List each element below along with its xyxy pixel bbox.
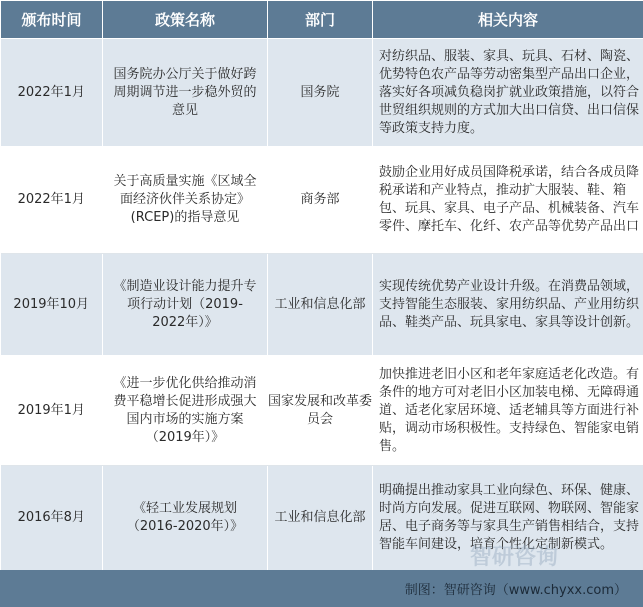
cell-policy-name: 《进一步优化供给推动消费平稳增长促进形成强大国内市场的实施方案（2019年）》 — [103, 356, 268, 466]
cell-date: 2016年8月 — [1, 466, 103, 571]
cell-policy-name: 国务院办公厅关于做好跨周期调节进一步稳外贸的意见 — [103, 39, 268, 147]
cell-department: 国务院 — [268, 39, 373, 147]
cell-content: 对纺织品、服装、家具、玩具、石材、陶瓷、优势特色农产品等劳动密集型产品出口企业，落实好各项减负稳岗扩就业政策措施，以符合世贸组织规则的方式加大出口信贷、出口信保等政策支持力度。 — [373, 39, 643, 147]
cell-department: 工业和信息化部 — [268, 254, 373, 356]
cell-policy-name: 《轻工业发展规划（2016-2020年）》 — [103, 466, 268, 571]
cell-date: 2019年10月 — [1, 254, 103, 356]
table-header-row — [1, 1, 643, 39]
cell-department: 工业和信息化部 — [268, 466, 373, 571]
footer-bar — [0, 570, 643, 607]
header-date: 颁布时间 — [1, 1, 103, 39]
header-content: 相关内容 — [373, 1, 643, 39]
cell-department: 商务部 — [268, 147, 373, 254]
cell-date: 2022年1月 — [1, 147, 103, 254]
cell-content: 明确提出推动家具工业向绿色、环保、健康、时尚方向发展。促进互联网、物联网、智能家居、电子商务等与家具生产销售相结合，支持智能车间建设，培育个性化定制新模式。 — [373, 466, 643, 571]
source-credit: 制图：智研咨询（www.chyxx.com） — [404, 583, 627, 598]
table-row — [1, 39, 643, 147]
cell-date: 2019年1月 — [1, 356, 103, 466]
cell-content: 加快推进老旧小区和老年家庭适老化改造。有条件的地方可对老旧小区加装电梯、无障碍通道、适老化家居环境、适老辅具等方面进行补贴，调动市场积极性。支持绿色、智能家电销售。 — [373, 356, 643, 466]
header-department: 部门 — [268, 1, 373, 39]
cell-content: 鼓励企业用好成员国降税承诺，结合各成员降税承诺和产业特点，推动扩大服装、鞋、箱包、玩具、家具、电子产品、机械装备、汽车零件、摩托车、化纤、农产品等优势产品出口 — [373, 147, 643, 254]
cell-policy-name: 关于高质量实施《区域全面经济伙伴关系协定》(RCEP)的指导意见 — [103, 147, 268, 254]
cell-content: 实现传统优势产业设计升级。在消费品领域，支持智能生态服装、家用纺织品、产业用纺织品、鞋类产品、玩具家电、家具等设计创新。 — [373, 254, 643, 356]
watermark-logo: 智研咨询 — [470, 545, 559, 570]
table-row — [1, 147, 643, 254]
table-row — [1, 356, 643, 466]
cell-policy-name: 《制造业设计能力提升专项行动计划（2019-2022年）》 — [103, 254, 268, 356]
cell-department: 国家发展和改革委员会 — [268, 356, 373, 466]
cell-date: 2022年1月 — [1, 39, 103, 147]
table-row — [1, 254, 643, 356]
header-policy-name: 政策名称 — [103, 1, 268, 39]
